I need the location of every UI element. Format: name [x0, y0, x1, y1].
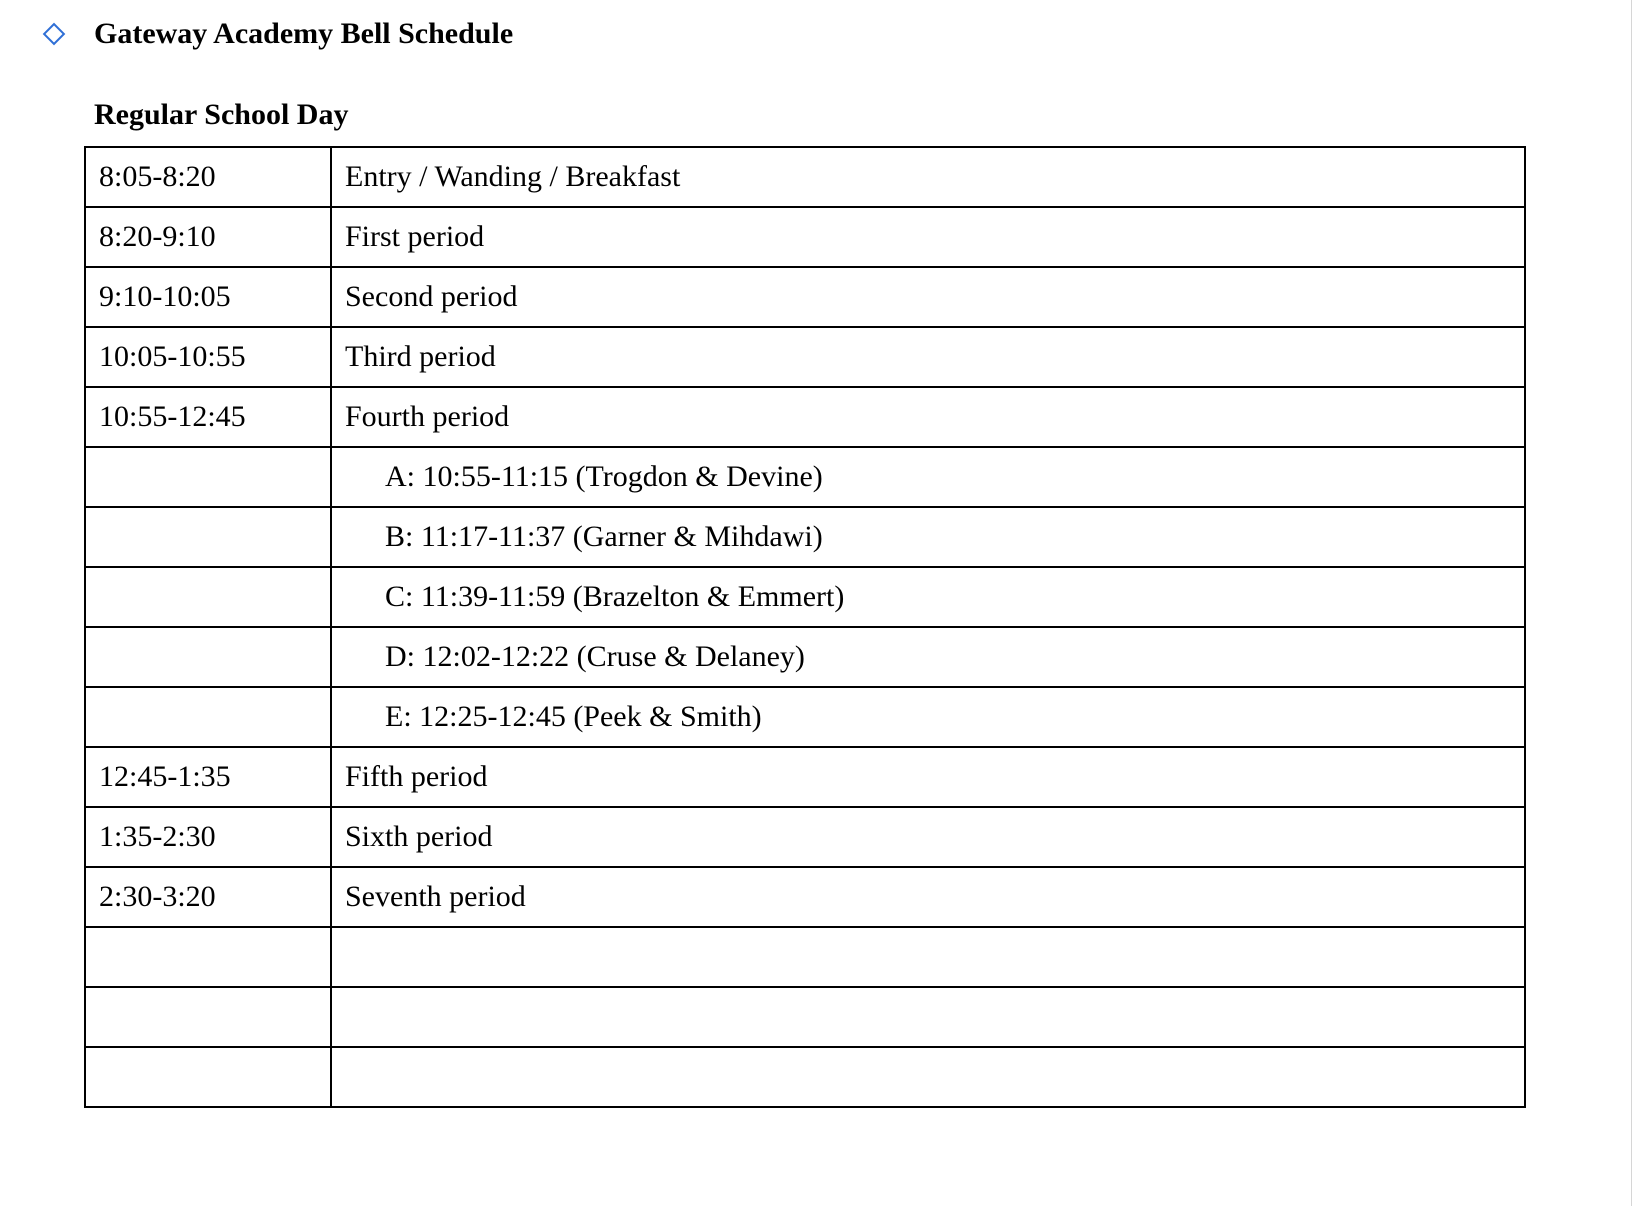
time-cell: 8:20-9:10: [85, 207, 331, 267]
activity-cell: Fifth period: [331, 747, 1525, 807]
time-cell: [85, 987, 331, 1047]
activity-cell: First period: [331, 207, 1525, 267]
table-row: [85, 927, 1525, 987]
document-title: Gateway Academy Bell Schedule: [94, 17, 514, 50]
sub-period-cell: E: 12:25-12:45 (Peek & Smith): [331, 687, 1525, 747]
sub-period-cell: B: 11:17-11:37 (Garner & Mihdawi): [331, 507, 1525, 567]
table-row: [85, 867, 1525, 927]
section-heading: Regular School Day: [94, 98, 349, 131]
time-cell: [85, 447, 331, 507]
diamond-icon: [43, 23, 66, 46]
time-cell: 1:35-2:30: [85, 807, 331, 867]
table-row: [85, 447, 1525, 507]
table-row: [85, 387, 1525, 447]
time-cell: 10:05-10:55: [85, 327, 331, 387]
bell-schedule-body: [85, 147, 1525, 1107]
time-cell: [85, 567, 331, 627]
sub-period-cell: C: 11:39-11:59 (Brazelton & Emmert): [331, 567, 1525, 627]
activity-cell: [331, 927, 1525, 987]
time-cell: [85, 627, 331, 687]
sub-period-cell: A: 10:55-11:15 (Trogdon & Devine): [331, 447, 1525, 507]
table-row: [85, 1047, 1525, 1107]
activity-cell: Second period: [331, 267, 1525, 327]
activity-cell: Fourth period: [331, 387, 1525, 447]
table-row: [85, 627, 1525, 687]
time-cell: 9:10-10:05: [85, 267, 331, 327]
activity-cell: [331, 1047, 1525, 1107]
sub-period-cell: D: 12:02-12:22 (Cruse & Delaney): [331, 627, 1525, 687]
time-cell: 12:45-1:35: [85, 747, 331, 807]
bell-schedule-table: [84, 146, 1526, 1108]
table-row: [85, 267, 1525, 327]
table-row: [85, 327, 1525, 387]
time-cell: [85, 507, 331, 567]
activity-cell: Seventh period: [331, 867, 1525, 927]
time-cell: [85, 687, 331, 747]
table-row: [85, 987, 1525, 1047]
table-row: [85, 567, 1525, 627]
table-row: [85, 147, 1525, 207]
time-cell: 10:55-12:45: [85, 387, 331, 447]
table-row: [85, 807, 1525, 867]
activity-cell: [331, 987, 1525, 1047]
time-cell: 8:05-8:20: [85, 147, 331, 207]
activity-cell: Third period: [331, 327, 1525, 387]
activity-cell: Entry / Wanding / Breakfast: [331, 147, 1525, 207]
activity-cell: Sixth period: [331, 807, 1525, 867]
table-row: [85, 687, 1525, 747]
table-row: [85, 207, 1525, 267]
table-row: [85, 747, 1525, 807]
time-cell: [85, 1047, 331, 1107]
time-cell: [85, 927, 331, 987]
table-row: [85, 507, 1525, 567]
time-cell: 2:30-3:20: [85, 867, 331, 927]
document-title-row: [38, 12, 513, 56]
